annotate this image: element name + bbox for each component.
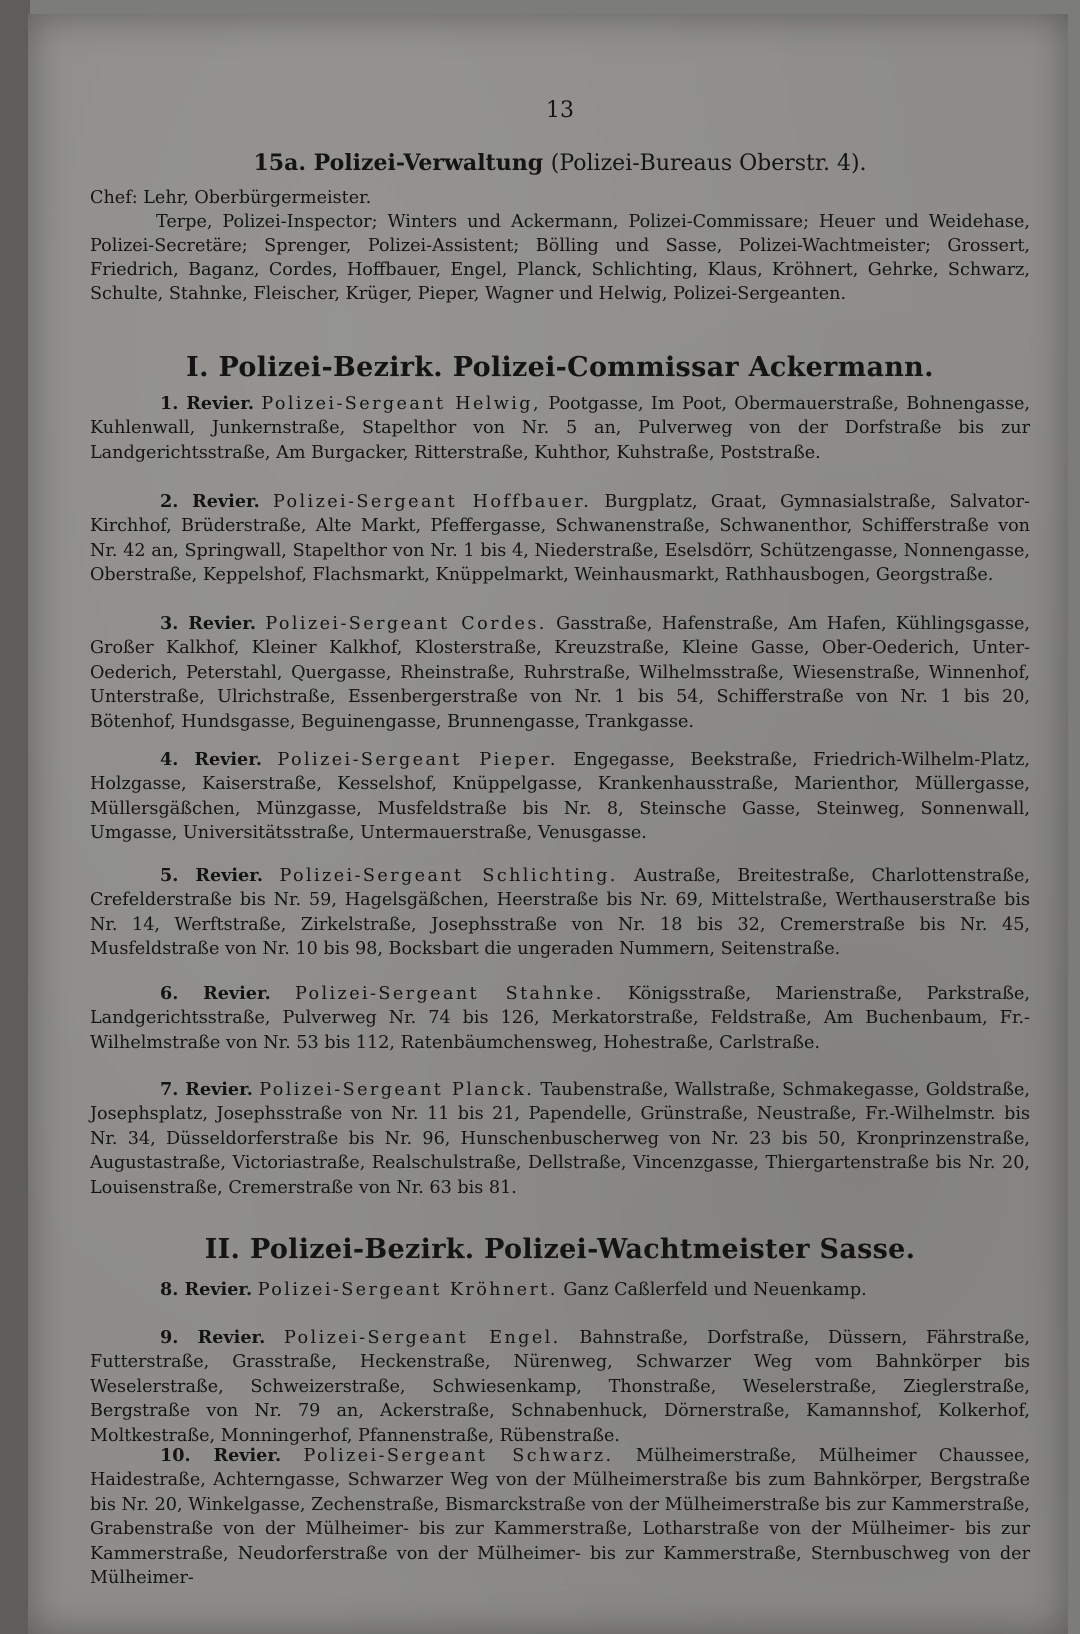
revier-label: 9. Revier.: [160, 1327, 266, 1348]
section-subtitle: (Polizei-Bureaus Oberstr. 4).: [550, 151, 867, 176]
revier-streets: Königsstraße, Marienstraße, Parkstraße, Landgerichtsstraße, Pulverweg Nr. 74 bis 126, Merkatorstraße, Feldstraße, Am Buchenbaum, Fr.-Wilhelmstraße von Nr. 53 bis 112, Ratenbäumchensweg, Hohestraße, Carlstraße.: [90, 984, 1030, 1053]
revier-label: 5. Revier.: [160, 865, 264, 886]
revier-streets: Mülheimerstraße, Mülheimer Chaussee, Haidestraße, Achterngasse, Schwarzer Weg von der Mülheimerstraße bis zum Bahnkörper, Bergstraße bis Nr. 20, Winkelgasse, Zechenstraße, Bismarckstraße von der Mülheimerstraße bis zur Kammerstraße, Grabenstraße von der Mülheimer- bis zur Kammerstraße, Lotharstraße von der Mülheimer- bis zur Kammerstraße, Neudorferstraße von der Mülheimer- bis zur Kammerstraße, Sternbuschweg von der Mülheimer-: [90, 1446, 1030, 1589]
revier-streets: Austraße, Breitestraße, Charlottenstraße, Crefelderstraße bis Nr. 59, Hagelsgäßchen, Heerstraße bis Nr. 69, Mittelstraße, Werthauserstraße bis Nr. 14, Werftstraße, Zirkelstraße, Josephsstraße von Nr. 18 bis 32, Cremerstraße bis Nr. 45, Musfeldstraße von Nr. 10 bis 98, Bocksbart die ungeraden Nummern, Seitenstraße.: [90, 866, 1030, 960]
revier-streets: Pootgasse, Im Poot, Obermauerstraße, Bohnengasse, Kuhlenwall, Junkernstraße, Stapelthor von Nr. 5 an, Pulverweg von der Dorfstraße bis zur Landgerichtsstraße, Am Burgacker, Ritterstraße, Kuhthor, Kuhstraße, Poststraße.: [90, 394, 1031, 463]
revier-entry-8: [90, 1278, 1030, 1302]
revier-officer: Polizei-Sergeant Stahnke.: [294, 984, 604, 1004]
revier-entry-9: [90, 1326, 1030, 1448]
scan-background-edge: [0, 0, 30, 1634]
revier-officer: Polizei-Sergeant Schwarz.: [303, 1446, 614, 1466]
revier-entry-5: [90, 864, 1030, 962]
revier-entry-3: [90, 612, 1030, 734]
revier-streets: Taubenstraße, Wallstraße, Schmakegasse, Goldstraße, Josephsplatz, Josephsstraße von Nr. 11 bis 21, Papendelle, Grünstraße, Neustraße, Fr.-Wilhelmstr. bis Nr. 34, Düsseldorferstraße bis Nr. 96, Hunschenbuscherweg von Nr. 23 bis 50, Kronprinzenstraße, Augustastraße, Victoriastraße, Realschulstraße, Dellstraße, Vincenzgasse, Thiergartenstraße bis Nr. 20, Louisenstraße, Cremerstraße von Nr. 63 bis 81.: [90, 1080, 1031, 1198]
revier-entry-4: [90, 748, 1030, 846]
chief-line: Chef: Lehr, Oberbürgermeister.: [90, 188, 372, 208]
page-number: 13: [546, 98, 574, 123]
revier-label: 2. Revier.: [160, 491, 260, 512]
revier-entry-1: [90, 392, 1030, 465]
district-heading-1: I. Polizei-Bezirk. Polizei-Commissar Ackermann.: [186, 352, 934, 383]
revier-officer: Polizei-Sergeant Hoffbauer.: [273, 492, 592, 512]
revier-officer: Polizei-Sergeant Helwig,: [261, 394, 541, 414]
revier-entry-7: [90, 1078, 1030, 1200]
revier-entry-2: [90, 490, 1030, 588]
revier-label: 8. Revier.: [160, 1279, 253, 1300]
revier-officer: Polizei-Sergeant Cordes.: [265, 614, 547, 634]
revier-label: 7. Revier.: [160, 1079, 253, 1100]
district-heading-2: II. Polizei-Bezirk. Polizei-Wachtmeister Sasse.: [204, 1234, 916, 1265]
revier-officer: Polizei-Sergeant Planck.: [259, 1080, 535, 1100]
revier-officer: Polizei-Sergeant Schlichting.: [279, 866, 618, 886]
revier-entry-6: [90, 982, 1030, 1055]
revier-streets: Engegasse, Beekstraße, Friedrich-Wilhelm-Platz, Holzgasse, Kaiserstraße, Kesselshof, Knüppelgasse, Krankenhausstraße, Marienthor, Müllergasse, Müllersgäßchen, Münzgasse, Musfeldstraße bis Nr. 8, Steinsche Gasse, Steinweg, Sonnenwall, Umgasse, Universitätsstraße, Untermauerstraße, Venusgasse.: [90, 750, 1031, 844]
revier-entry-10: [90, 1444, 1030, 1590]
section-heading: [90, 150, 1030, 176]
revier-label: 6. Revier.: [160, 983, 271, 1004]
revier-officer: Polizei-Sergeant Kröhnert.: [257, 1280, 558, 1300]
revier-label: 1. Revier.: [160, 393, 254, 414]
staff-paragraph: Terpe, Polizei-Inspector; Winters und Ackermann, Polizei-Commissare; Heuer und Weidehase, Polizei-Secretäre; Sprenger, Polizei-Assistent; Bölling und Sasse, Polizei-Wachtmeister; Grossert, Friedrich, Baganz, Cordes, Hoffbauer, Engel, Planck, Schlichting, Klaus, Kröhnert, Gehrke, Schwarz, Schulte, Stahnke, Fleischer, Krüger, Pieper, Wagner und Helwig, Polizei-Sergeanten.: [90, 212, 1030, 304]
revier-label: 3. Revier.: [160, 613, 256, 634]
section-title: 15a. Polizei-Verwaltung: [253, 150, 544, 176]
revier-streets: Ganz Caßlerfeld und Neuenkamp.: [563, 1280, 867, 1300]
revier-streets: Burgplatz, Graat, Gymnasialstraße, Salvator-Kirchhof, Brüderstraße, Alte Markt, Pfeffergasse, Schwanenstraße, Schwanenthor, Schifferstraße von Nr. 42 an, Springwall, Stapelthor von Nr. 1 bis 4, Niederstraße, Eselsdörr, Schützengasse, Nonnengasse, Oberstraße, Keppelshof, Flachsmarkt, Knüppelmarkt, Weinhausmarkt, Rathhausbogen, Georgstraße.: [90, 492, 1030, 586]
revier-streets: Gasstraße, Hafenstraße, Am Hafen, Kühlingsgasse, Großer Kalkhof, Kleiner Kalkhof, Klosterstraße, Kreuzstraße, Kleine Gasse, Ober-Oederich, Unter-Oederich, Peterstahl, Quergasse, Rheinstraße, Ruhrstraße, Wilhelmsstraße, Wiesenstraße, Winnenhof, Unterstraße, Ulrichstraße, Essenbergerstraße von Nr. 1 bis 54, Schifferstraße von Nr. 1 bis 20, Bötenhof, Hundsgasse, Beguinengasse, Brunnengasse, Trankgasse.: [90, 614, 1031, 732]
revier-officer: Polizei-Sergeant Engel.: [284, 1328, 561, 1348]
document-page: [28, 14, 1068, 1634]
revier-label: 10. Revier.: [160, 1445, 282, 1466]
revier-label: 4. Revier.: [160, 749, 263, 770]
revier-streets: Bahnstraße, Dorfstraße, Düssern, Fährstraße, Futterstraße, Grasstraße, Heckenstraße, Nürenweg, Schwarzer Weg vom Bahnkörper bis Weselerstraße, Schweizerstraße, Schwiesenkamp, Thonstraße, Weselerstraße, Zieglerstraße, Bergstraße von Nr. 79 an, Ackerstraße, Schnabenhuck, Dörnerstraße, Kamannshof, Kolkerhof, Moltkestraße, Monningerhof, Pfannenstraße, Rübenstraße.: [90, 1328, 1031, 1446]
revier-officer: Polizei-Sergeant Pieper.: [277, 750, 558, 770]
